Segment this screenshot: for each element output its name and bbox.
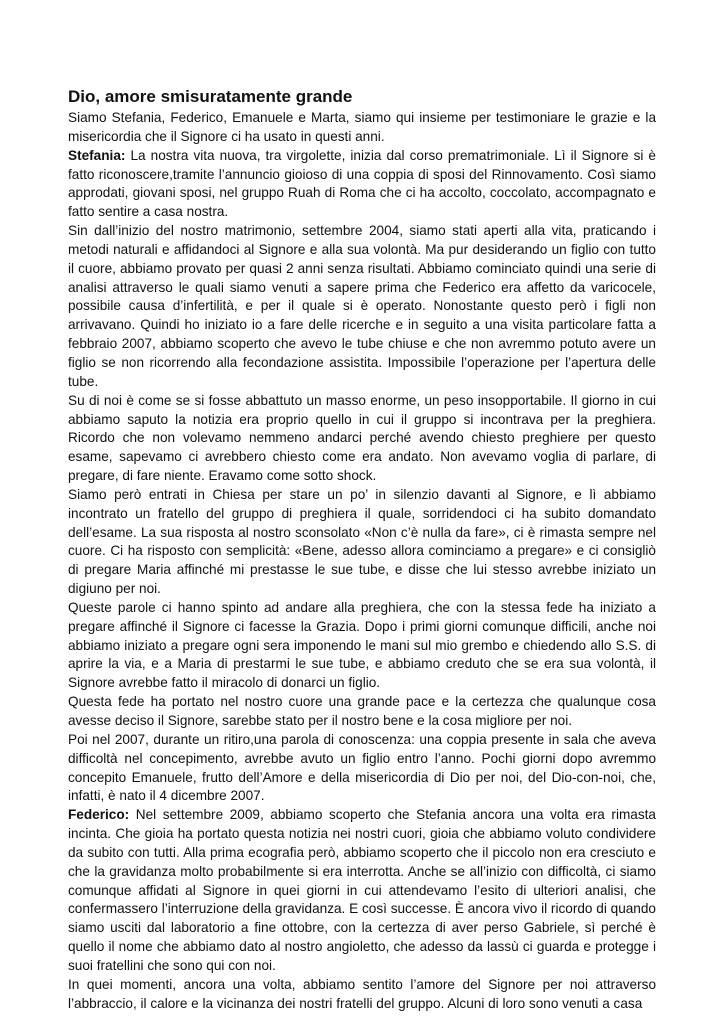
paragraph-shock xyxy=(68,392,656,486)
paragraph-text: Queste parole ci hanno spinto ad andare alla preghiera, che con la stessa fede ha iniziato a pregare affinché il Signore ci facesse la Grazia. Dopo i primi giorni comunque difficili, anche noi abbiamo iniziato a pregare ogni sera imponendo le mani sul mio grembo e chiedendo allo S.S. di aprire la via, e a Maria di prestarmi le sue tube, e abbiamo creduto che se era sua volontà, il Signore avrebbe fatto il miracolo di donarci un figlio. xyxy=(68,599,656,691)
paragraph-stefania-intro xyxy=(68,147,656,222)
paragraph-federico xyxy=(68,806,656,976)
speaker-label: Stefania: xyxy=(68,147,126,163)
paragraph-text: In quei momenti, ancora una volta, abbiamo sentito l’amore del Signore per noi attraverso l’abbraccio, il calore e la vicinanza dei nostri fratelli del gruppo. Alcuni di loro sono venuti a casa xyxy=(68,976,656,1011)
paragraph-church xyxy=(68,486,656,599)
document-page xyxy=(68,86,656,1014)
paragraph-text: Siamo Stefania, Federico, Emanuele e Marta, siamo qui insieme per testimoniare le grazie e la misericordia che il Signore ci ha usato in questi anni. xyxy=(68,110,656,144)
document-title: Dio, amore smisuratamente grande xyxy=(68,87,353,106)
paragraph-text: Sin dall’inizio del nostro matrimonio, settembre 2004, siamo stati aperti alla vita, praticando i metodi naturali e affidandoci al Signore e alla sua volontà. Ma pur desiderando un figlio con tutto il cuore, abbiamo provato per quasi 2 anni senza risultati. Abbiamo cominciato quindi una serie di analisi attraverso le quali siamo venuti a sapere prima che Federico era affetto da varicocele, possibile causa d’infertilità, e per il quale si è operato. Nonostante questo però i figli non arrivavano. Quindi ho iniziato io a fare delle ricerche e in seguito a una visita particolare fatta a febbraio 2007, abbiamo scoperto che avevo le tube chiuse e che non avremmo potuto avere un figlio se non ricorrendo alla fecondazione assistita. Impossibile l’operazione per l’apertura delle tube. xyxy=(68,223,656,389)
paragraph-text: Siamo però entrati in Chiesa per stare un po’ in silenzio davanti al Signore, e lì abbiamo incontrato un fratello del gruppo di preghiera il quale, sorridendoci ci ha subito domandato dell’esame. La sua risposta al nostro sconsolato «Non c’è nulla da fare», ci è rimasta sempre nel cuore. Ci ha risposto con semplicità: «Bene, adesso allora cominciamo a pregare» e ci consigliò di pregare Maria affinché mi prestasse le sue tube, e disse che lui stesso avrebbe iniziato un digiuno per noi. xyxy=(68,486,656,597)
paragraph-marriage xyxy=(68,222,656,392)
paragraph-text: Poi nel 2007, durante un ritiro,una parola di conoscenza: una coppia presente in sala che aveva difficoltà nel concepimento, avrebbe avuto un figlio entro l’anno. Pochi giorni dopo avremmo concepito Emanuele, frutto dell’Amore e della misericordia di Dio per noi, del Dio-con-noi, che, infatti, è nato il 4 dicembre 2007. xyxy=(68,731,656,804)
paragraph-text: Su di noi è come se si fosse abbattuto un masso enorme, un peso insopportabile. Il giorno in cui abbiamo saputo la notizia era proprio quello in cui il gruppo si incontrava per la preghiera. Ricordo che non volevamo nemmeno andarci perché avendo chiesto preghiere per questo esame, sapevamo ci avrebbero chiesto come era andato. Non avevamo voglia di parlare, di pregare, di fare niente. Eravamo come sotto shock. xyxy=(68,392,656,484)
paragraph-text: Nel settembre 2009, abbiamo scoperto che Stefania ancora una volta era rimasta incinta. Che gioia ha portato questa notizia nei nostri cuori, gioia che abbiamo voluto condividere da subito con tutti. Alla prima ecografia però, abbiamo scoperto che il piccolo non era cresciuto e che la gravidanza molto probabilmente si era interrotta. Anche se all’inizio con difficoltà, ci siamo comunque affidati al Signore in quei giorni in cui attendevamo l’esito di ulteriori analisi, che confermassero l’interruzione della gravidanza. E così successe. È ancora vivo il ricordo di quando siamo usciti dal laboratorio a fine ottobre, con la certezza di aver perso Gabriele, sì perché è quello il nome che abbiamo dato al nostro angioletto, che adesso da lassù ci guarda e protegge i suoi fratellini che sono qui con noi. xyxy=(68,807,656,973)
paragraph-intro xyxy=(68,109,656,147)
paragraph-prayer xyxy=(68,599,656,693)
paragraph-faith xyxy=(68,693,656,731)
paragraph-retreat xyxy=(68,731,656,806)
paragraph-community xyxy=(68,976,656,1014)
paragraph-text: La nostra vita nuova, tra virgolette, inizia dal corso prematrimoniale. Lì il Signore si è fatto riconoscere,tramite l’annuncio gioioso di una coppia di sposi del Rinnovamento. Così siamo approdati, giovani sposi, nel gruppo Ruah di Roma che ci ha accolto, coccolato, accompagnato e fatto sentire a casa nostra. xyxy=(68,147,656,220)
paragraph-text: Questa fede ha portato nel nostro cuore una grande pace e la certezza che qualunque cosa avesse deciso il Signore, sarebbe stato per il nostro bene e la cosa migliore per noi. xyxy=(68,694,656,728)
speaker-label: Federico: xyxy=(68,807,130,823)
